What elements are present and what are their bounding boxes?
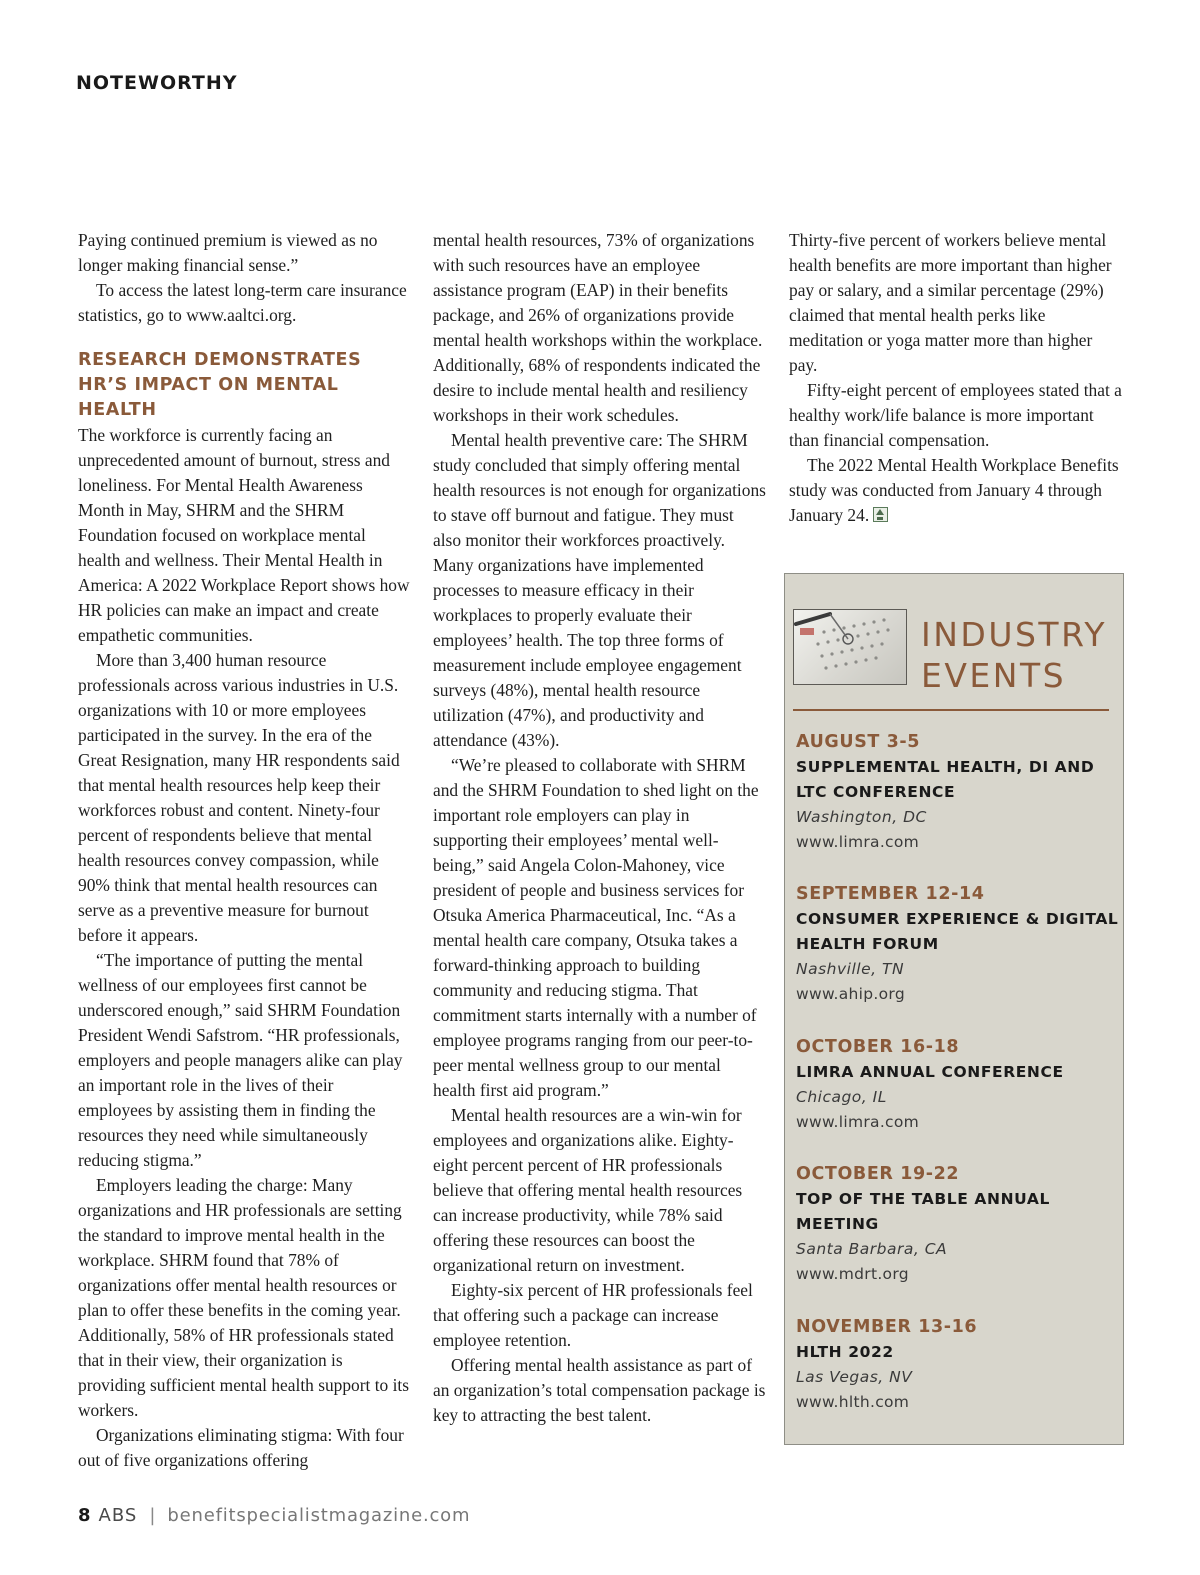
paragraph: Employers leading the charge: Many organizations and HR professionals are setting the standard to improve mental health in the workplace. SHRM found that 78% of organizations offer mental health resources or plan to offer these benefits in the coming year. Additionally, 58% of HR professionals stated that in their view, their organization is providing sufficient mental health support to its workers. bbox=[78, 1175, 410, 1420]
paragraph: Mental health preventive care: The SHRM study concluded that simply offering mental health resources is not enough for organizations to stave off burnout and fatigue. They must also monitor their workforces proactively. Many organizations have implemented processes to measure efficacy in their workplaces to properly evaluate their employees’ health. The top three forms of measurement include employee engagement surveys (48%), mental health resource utilization (47%), and productivity and attendance (43%). bbox=[433, 430, 766, 750]
event-location: Las Vegas, NV bbox=[796, 1368, 913, 1386]
event-item bbox=[796, 1162, 1121, 1287]
paragraph: The workforce is currently facing an unprecedented amount of burnout, stress and loneliness. For Mental Health Awareness Month in May, SHRM and the SHRM Foundation focused on workplace mental health and wellness. Their Mental Health in America: A 2022 Workplace Report shows how HR policies can make an impact and create empathetic communities. bbox=[78, 425, 410, 645]
event-location: Santa Barbara, CA bbox=[796, 1240, 948, 1258]
article-column-2 bbox=[433, 228, 766, 1428]
calendar-illustration bbox=[794, 610, 907, 685]
paragraph: Thirty-five percent of workers believe mental health benefits are more important than higher pay or salary, and a similar percentage (29%) claimed that mental health perks like meditation or yoga matter more than higher pay. bbox=[789, 230, 1112, 375]
event-url[interactable]: www.mdrt.org bbox=[796, 1265, 909, 1283]
events-title bbox=[921, 614, 1121, 696]
article-column-1 bbox=[78, 228, 410, 1473]
event-location: Chicago, IL bbox=[796, 1088, 887, 1106]
paragraph: mental health resources, 73% of organizations with such resources have an employee assistance program (EAP) in their benefits package, and 26% of organizations provide mental health workshops within the workplace. Additionally, 68% of respondents indicated the desire to include mental health and resiliency workshops in their work schedules. bbox=[433, 230, 763, 425]
event-date: AUGUST 3-5 bbox=[796, 732, 921, 752]
page-number: 8 bbox=[78, 1505, 91, 1526]
event-url[interactable]: www.hlth.com bbox=[796, 1393, 910, 1411]
paragraph: To access the latest long-term care insurance statistics, go to www.aaltci.org. bbox=[78, 280, 407, 325]
event-url[interactable]: www.limra.com bbox=[796, 833, 920, 851]
paragraph: “The importance of putting the mental wellness of our employees first cannot be underscored enough,” said SHRM Foundation President Wendi Safstrom. “HR professionals, employers and people managers alike can play an important role in the lives of their employees by assisting them in finding the resources they need while simultaneously reducing stigma.” bbox=[78, 950, 403, 1170]
paragraph: Fifty-eight percent of employees stated that a healthy work/life balance is more important than financial compensation. bbox=[789, 380, 1122, 450]
event-name: LIMRA ANNUAL CONFERENCE bbox=[796, 1063, 1064, 1081]
event-item bbox=[796, 1035, 1121, 1135]
event-location: Washington, DC bbox=[796, 808, 927, 826]
event-name: HLTH 2022 bbox=[796, 1343, 894, 1361]
event-item bbox=[796, 882, 1121, 1007]
event-url[interactable]: www.ahip.org bbox=[796, 985, 905, 1003]
paragraph: Mental health resources are a win-win for employees and organizations alike. Eighty-eight percent percent of HR professionals believe that offering mental health resources can increase productivity, while 78% said offering these resources can boost the organizational return on investment. bbox=[433, 1105, 743, 1275]
event-item bbox=[796, 730, 1121, 855]
event-date: NOVEMBER 13-16 bbox=[796, 1317, 978, 1337]
events-title-line-1: INDUSTRY bbox=[921, 615, 1108, 654]
events-divider bbox=[793, 709, 1109, 711]
calendar-image bbox=[793, 609, 907, 685]
article-subhead: RESEARCH DEMONSTRATES HR’S IMPACT ON MENTAL HEALTH bbox=[78, 350, 362, 420]
article-column-3 bbox=[789, 228, 1124, 528]
paragraph: Eighty-six percent of HR professionals feel that offering such a package can increase employee retention. bbox=[433, 1280, 753, 1350]
event-item bbox=[796, 1315, 1121, 1415]
event-name: CONSUMER EXPERIENCE & DIGITAL HEALTH FORUM bbox=[796, 910, 1119, 953]
paragraph: Offering mental health assistance as part of an organization’s total compensation package is key to attracting the best talent. bbox=[433, 1355, 766, 1425]
footer-website[interactable]: benefitspecialistmagazine.com bbox=[167, 1505, 471, 1526]
publication-name: ABS bbox=[98, 1505, 138, 1526]
industry-events-box bbox=[784, 573, 1124, 1445]
paragraph-final bbox=[789, 453, 1124, 528]
paragraph: Organizations eliminating stigma: With four out of five organizations offering bbox=[78, 1425, 404, 1470]
footer-separator: | bbox=[149, 1505, 156, 1526]
section-label: NOTEWORTHY bbox=[76, 72, 238, 94]
page-footer bbox=[78, 1505, 470, 1526]
event-date: SEPTEMBER 12-14 bbox=[796, 884, 985, 904]
event-date: OCTOBER 16-18 bbox=[796, 1037, 960, 1057]
event-date: OCTOBER 19-22 bbox=[796, 1164, 960, 1184]
paragraph: Paying continued premium is viewed as no longer making financial sense.” bbox=[78, 230, 378, 275]
end-of-article-icon bbox=[873, 507, 888, 522]
events-title-line-2: EVENTS bbox=[921, 656, 1067, 695]
paragraph-text: The 2022 Mental Health Workplace Benefits study was conducted from January 4 through January 24. bbox=[789, 455, 1119, 525]
paragraph: “We’re pleased to collaborate with SHRM and the SHRM Foundation to shed light on the important role employers can play in supporting their employees’ mental well-being,” said Angela Colon-Mahoney, vice president of people and business services for Otsuka America Pharmaceutical, Inc. “As a mental health care company, Otsuka takes a forward-thinking approach to building community and reducing stigma. That commitment starts internally with a number of employee programs ranging from our peer-to-peer mental wellness group to our mental health first aid program.” bbox=[433, 755, 759, 1100]
event-url[interactable]: www.limra.com bbox=[796, 1113, 920, 1131]
event-location: Nashville, TN bbox=[796, 960, 905, 978]
event-name: TOP OF THE TABLE ANNUAL MEETING bbox=[796, 1190, 1050, 1233]
paragraph: More than 3,400 human resource professionals across various industries in U.S. organizations with 10 or more employees participated in the survey. In the era of the Great Resignation, many HR respondents said that mental health resources help keep their workforces robust and content. Ninety-four percent of respondents believe that mental health resources convey compassion, while 90% think that mental health resources can serve as a preventive measure for burnout before it appears. bbox=[78, 650, 400, 945]
event-name: SUPPLEMENTAL HEALTH, DI AND LTC CONFERENCE bbox=[796, 758, 1095, 801]
